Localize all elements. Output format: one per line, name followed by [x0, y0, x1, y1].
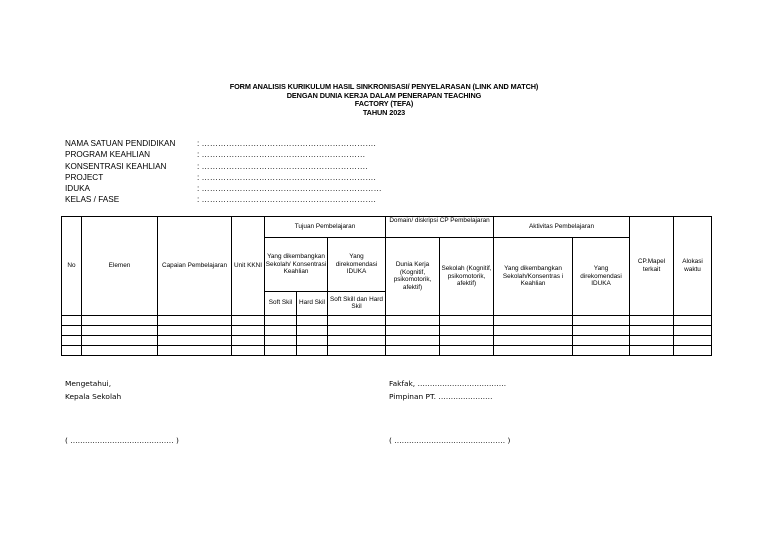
- table-cell: [494, 325, 573, 335]
- table-row: [62, 335, 712, 345]
- table-cell: [630, 335, 674, 345]
- table-cell: [265, 335, 297, 345]
- table-cell: [573, 325, 630, 335]
- table-cell: [328, 345, 386, 355]
- table-cell: [494, 345, 573, 355]
- table-cell: [440, 345, 494, 355]
- analysis-table: [61, 216, 712, 356]
- header-tujuan-iduka: Yang direkomendasi IDUKA: [328, 238, 386, 291]
- form-title: [0, 83, 768, 117]
- table-cell: [82, 335, 158, 345]
- field-label: IDUKA: [65, 184, 91, 194]
- table-cell: [573, 335, 630, 345]
- header-tujuan-sekolah: Yang dikembangkan Sekolah/ Konsentrasi Keahlian: [265, 238, 328, 291]
- signature-right-line-1: Fakfak, ………………………………: [389, 379, 507, 388]
- table-cell: [494, 315, 573, 325]
- table-cell: [386, 325, 440, 335]
- identity-fields: [65, 138, 382, 206]
- header-domain-sekolah: Sekolah (Kognitif, psikomotorik, afektif): [440, 238, 494, 316]
- table-cell: [62, 325, 82, 335]
- signature-left: [65, 377, 121, 403]
- header-no: No: [62, 217, 82, 316]
- table-cell: [328, 315, 386, 325]
- table-row: [62, 315, 712, 325]
- field-value: : ……………………………………………………….: [197, 195, 376, 205]
- table-cell: [674, 325, 712, 335]
- table-cell: [265, 345, 297, 355]
- field-value: : …………………………………………………….: [197, 161, 368, 171]
- field-project: [65, 172, 382, 183]
- table-cell: [158, 315, 232, 325]
- table-cell: [82, 325, 158, 335]
- table-cell: [440, 325, 494, 335]
- title-line-3: FACTORY (TEFA): [354, 99, 414, 109]
- header-tujuan: Tujuan Pembelajaran: [265, 217, 386, 238]
- field-label: KELAS / FASE: [65, 195, 120, 205]
- signature-right-name: ( ……………………………………… ): [389, 436, 511, 445]
- table-cell: [630, 325, 674, 335]
- header-soft-skil: Soft Skil: [265, 291, 297, 315]
- signature-left-line-1: Mengetahui,: [65, 379, 112, 388]
- field-label: NAMA SATUAN PENDIDIKAN: [65, 139, 176, 148]
- table-cell: [232, 315, 265, 325]
- header-capaian: Capaian Pembelajaran: [158, 217, 232, 316]
- table-cell: [328, 335, 386, 345]
- table-cell: [232, 345, 265, 355]
- table-cell: [297, 335, 328, 345]
- table-cell: [297, 345, 328, 355]
- field-nama-satuan: [65, 138, 382, 149]
- title-line-1: FORM ANALISIS KURIKULUM HASIL SINKRONISASI/ PENYELARASAN (LINK AND MATCH): [229, 82, 539, 91]
- table-cell: [82, 345, 158, 355]
- table-cell: [158, 345, 232, 355]
- header-domain-dunia-kerja: Dunia Kerja (Kognitif, psikomotorik, afektif): [386, 238, 440, 316]
- table-cell: [386, 315, 440, 325]
- header-elemen: Elemen: [82, 217, 158, 316]
- table-cell: [494, 335, 573, 345]
- signature-right: [389, 377, 506, 403]
- table-cell: [386, 335, 440, 345]
- table-cell: [674, 345, 712, 355]
- table-cell: [62, 335, 82, 345]
- field-value: : ……………………………………………………….: [197, 139, 376, 148]
- field-kelas-fase: [65, 194, 382, 205]
- header-alokasi: Alokasi waktu: [674, 217, 712, 316]
- header-soft-hard-skill: Soft Skill dan Hard Skil: [328, 291, 386, 315]
- field-value: : ……………………………………………………….: [197, 172, 376, 182]
- field-label: KONSENTRASI KEAHLIAN: [65, 161, 167, 171]
- field-value: : ……………………………………………………: [197, 150, 366, 160]
- header-unit-kkni: Unit KKNI: [232, 217, 265, 316]
- table-cell: [62, 345, 82, 355]
- table-cell: [674, 315, 712, 325]
- table-cell: [232, 325, 265, 335]
- table-cell: [630, 315, 674, 325]
- table-cell: [440, 315, 494, 325]
- table-row: [62, 325, 712, 335]
- table-row: [62, 345, 712, 355]
- header-domain: Domain/ diskripsi CP Pembelajaran: [386, 217, 494, 238]
- table-cell: [674, 335, 712, 345]
- table-cell: [440, 335, 494, 345]
- title-line-4: TAHUN 2023: [362, 107, 406, 117]
- field-iduka: [65, 183, 382, 194]
- field-value: : …………………………………………………………: [197, 184, 382, 194]
- table-cell: [158, 325, 232, 335]
- header-aktivitas-iduka: Yang direkomendasi IDUKA: [573, 238, 630, 316]
- header-aktivitas: Aktivitas Pembelajaran: [494, 217, 630, 238]
- table-cell: [158, 335, 232, 345]
- table-cell: [386, 345, 440, 355]
- field-program-keahlian: [65, 149, 382, 160]
- table-cell: [573, 345, 630, 355]
- table-cell: [62, 315, 82, 325]
- field-label: PROGRAM KEAHLIAN: [65, 150, 151, 160]
- header-hard-skil: Hard Skil: [297, 291, 328, 315]
- title-line-2: DENGAN DUNIA KERJA DALAM PENERAPAN TEACHING: [286, 90, 482, 100]
- table-cell: [265, 315, 297, 325]
- table-cell: [573, 315, 630, 325]
- table-cell: [328, 325, 386, 335]
- signature-right-line-2: Pimpinan PT. ………………….: [389, 392, 493, 401]
- field-konsentrasi-keahlian: [65, 161, 382, 172]
- header-cp-mapel: CP.Mapel terkait: [630, 217, 674, 316]
- table-cell: [265, 325, 297, 335]
- table-cell: [297, 325, 328, 335]
- signature-left-name: ( …………………………………… ): [65, 436, 179, 445]
- header-aktivitas-sekolah: Yang dikembangkan Sekolah/Konsentras i Keahlian: [494, 238, 573, 316]
- field-label: PROJECT: [65, 172, 104, 182]
- table-cell: [630, 345, 674, 355]
- signature-left-line-2: Kepala Sekolah: [65, 392, 122, 401]
- table-cell: [297, 315, 328, 325]
- table-cell: [232, 335, 265, 345]
- table-cell: [82, 315, 158, 325]
